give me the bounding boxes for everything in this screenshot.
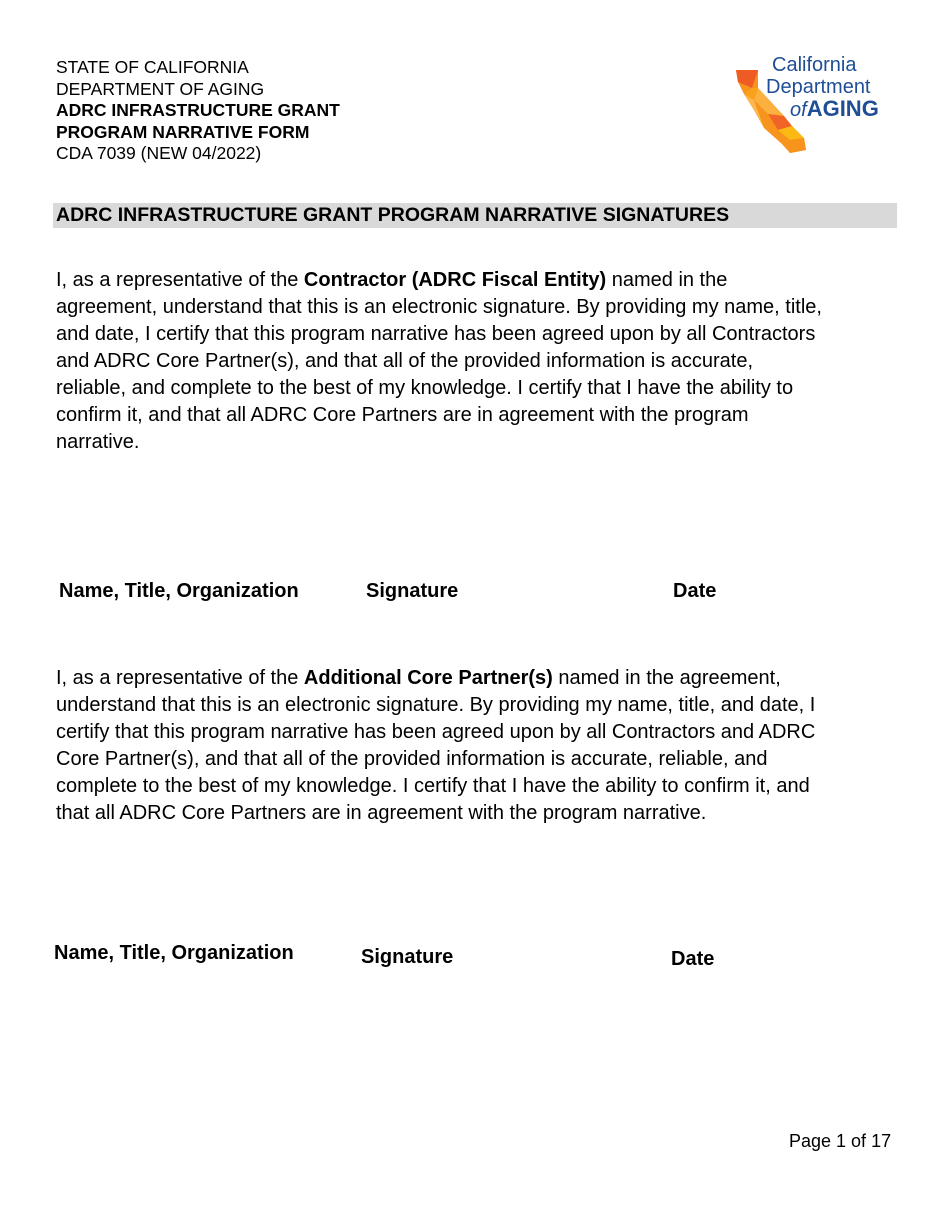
page-number: Page 1 of 17: [789, 1131, 892, 1151]
logo-text-department: Department: [766, 76, 871, 98]
partner-signature-label: Signature: [361, 946, 454, 968]
logo-text-of: of: [790, 99, 807, 121]
header-state: STATE OF CALIFORNIA: [56, 57, 249, 77]
partner-line: understand that this is an electronic signature. By providing my name, title, and date, I: [56, 694, 816, 716]
header-form-name: PROGRAM NARRATIVE FORM: [56, 121, 310, 142]
form-header: [56, 57, 340, 165]
contractor-line: reliable, and complete to the best of my knowledge. I certify that I have the ability to: [56, 377, 794, 399]
partner-line: Core Partner(s), and that all of the provided information is accurate, reliable, and: [56, 748, 768, 770]
contractor-line-1: I, as a representative of the Contractor (ADRC Fiscal Entity) named in the: [56, 269, 728, 291]
contractor-signature-label: Signature: [366, 580, 459, 602]
header-form-number: CDA 7039 (NEW 04/2022): [56, 143, 262, 163]
cda-logo: [734, 54, 899, 156]
partner-date-label: Date: [671, 948, 715, 970]
partner-certification-text: [56, 665, 896, 827]
contractor-certification-text: [56, 267, 896, 456]
contractor-line: confirm it, and that all ADRC Core Partners are in agreement with the program: [56, 404, 749, 426]
contractor-line: narrative.: [56, 431, 140, 453]
contractor-name-title-org-label: Name, Title, Organization: [59, 580, 299, 602]
partner-line: certify that this program narrative has been agreed upon by all Contractors and ADRC: [56, 721, 816, 743]
header-grant: ADRC INFRASTRUCTURE GRANT: [56, 100, 340, 120]
section-title-bar: [53, 203, 897, 228]
contractor-line: and date, I certify that this program narrative has been agreed upon by all Contractors: [56, 323, 816, 345]
contractor-line: agreement, understand that this is an electronic signature. By providing my name, title,: [56, 296, 822, 318]
logo-text-aging-word: AGING: [806, 96, 879, 121]
partner-name-title-org-label: Name, Title, Organization: [54, 942, 294, 964]
contractor-date-label: Date: [673, 580, 717, 602]
logo-text-california: California: [772, 54, 857, 76]
logo-text-aging: [790, 98, 879, 121]
partner-line: that all ADRC Core Partners are in agreement with the program narrative.: [56, 802, 707, 824]
section-title: ADRC INFRASTRUCTURE GRANT PROGRAM NARRATIVE SIGNATURES: [56, 204, 730, 226]
contractor-line: and ADRC Core Partner(s), and that all of the provided information is accurate,: [56, 350, 754, 372]
header-department: DEPARTMENT OF AGING: [56, 78, 265, 99]
partner-line-1: I, as a representative of the Additional Core Partner(s) named in the agreement,: [56, 667, 781, 689]
partner-line: complete to the best of my knowledge. I certify that I have the ability to confirm it, and: [56, 775, 810, 797]
